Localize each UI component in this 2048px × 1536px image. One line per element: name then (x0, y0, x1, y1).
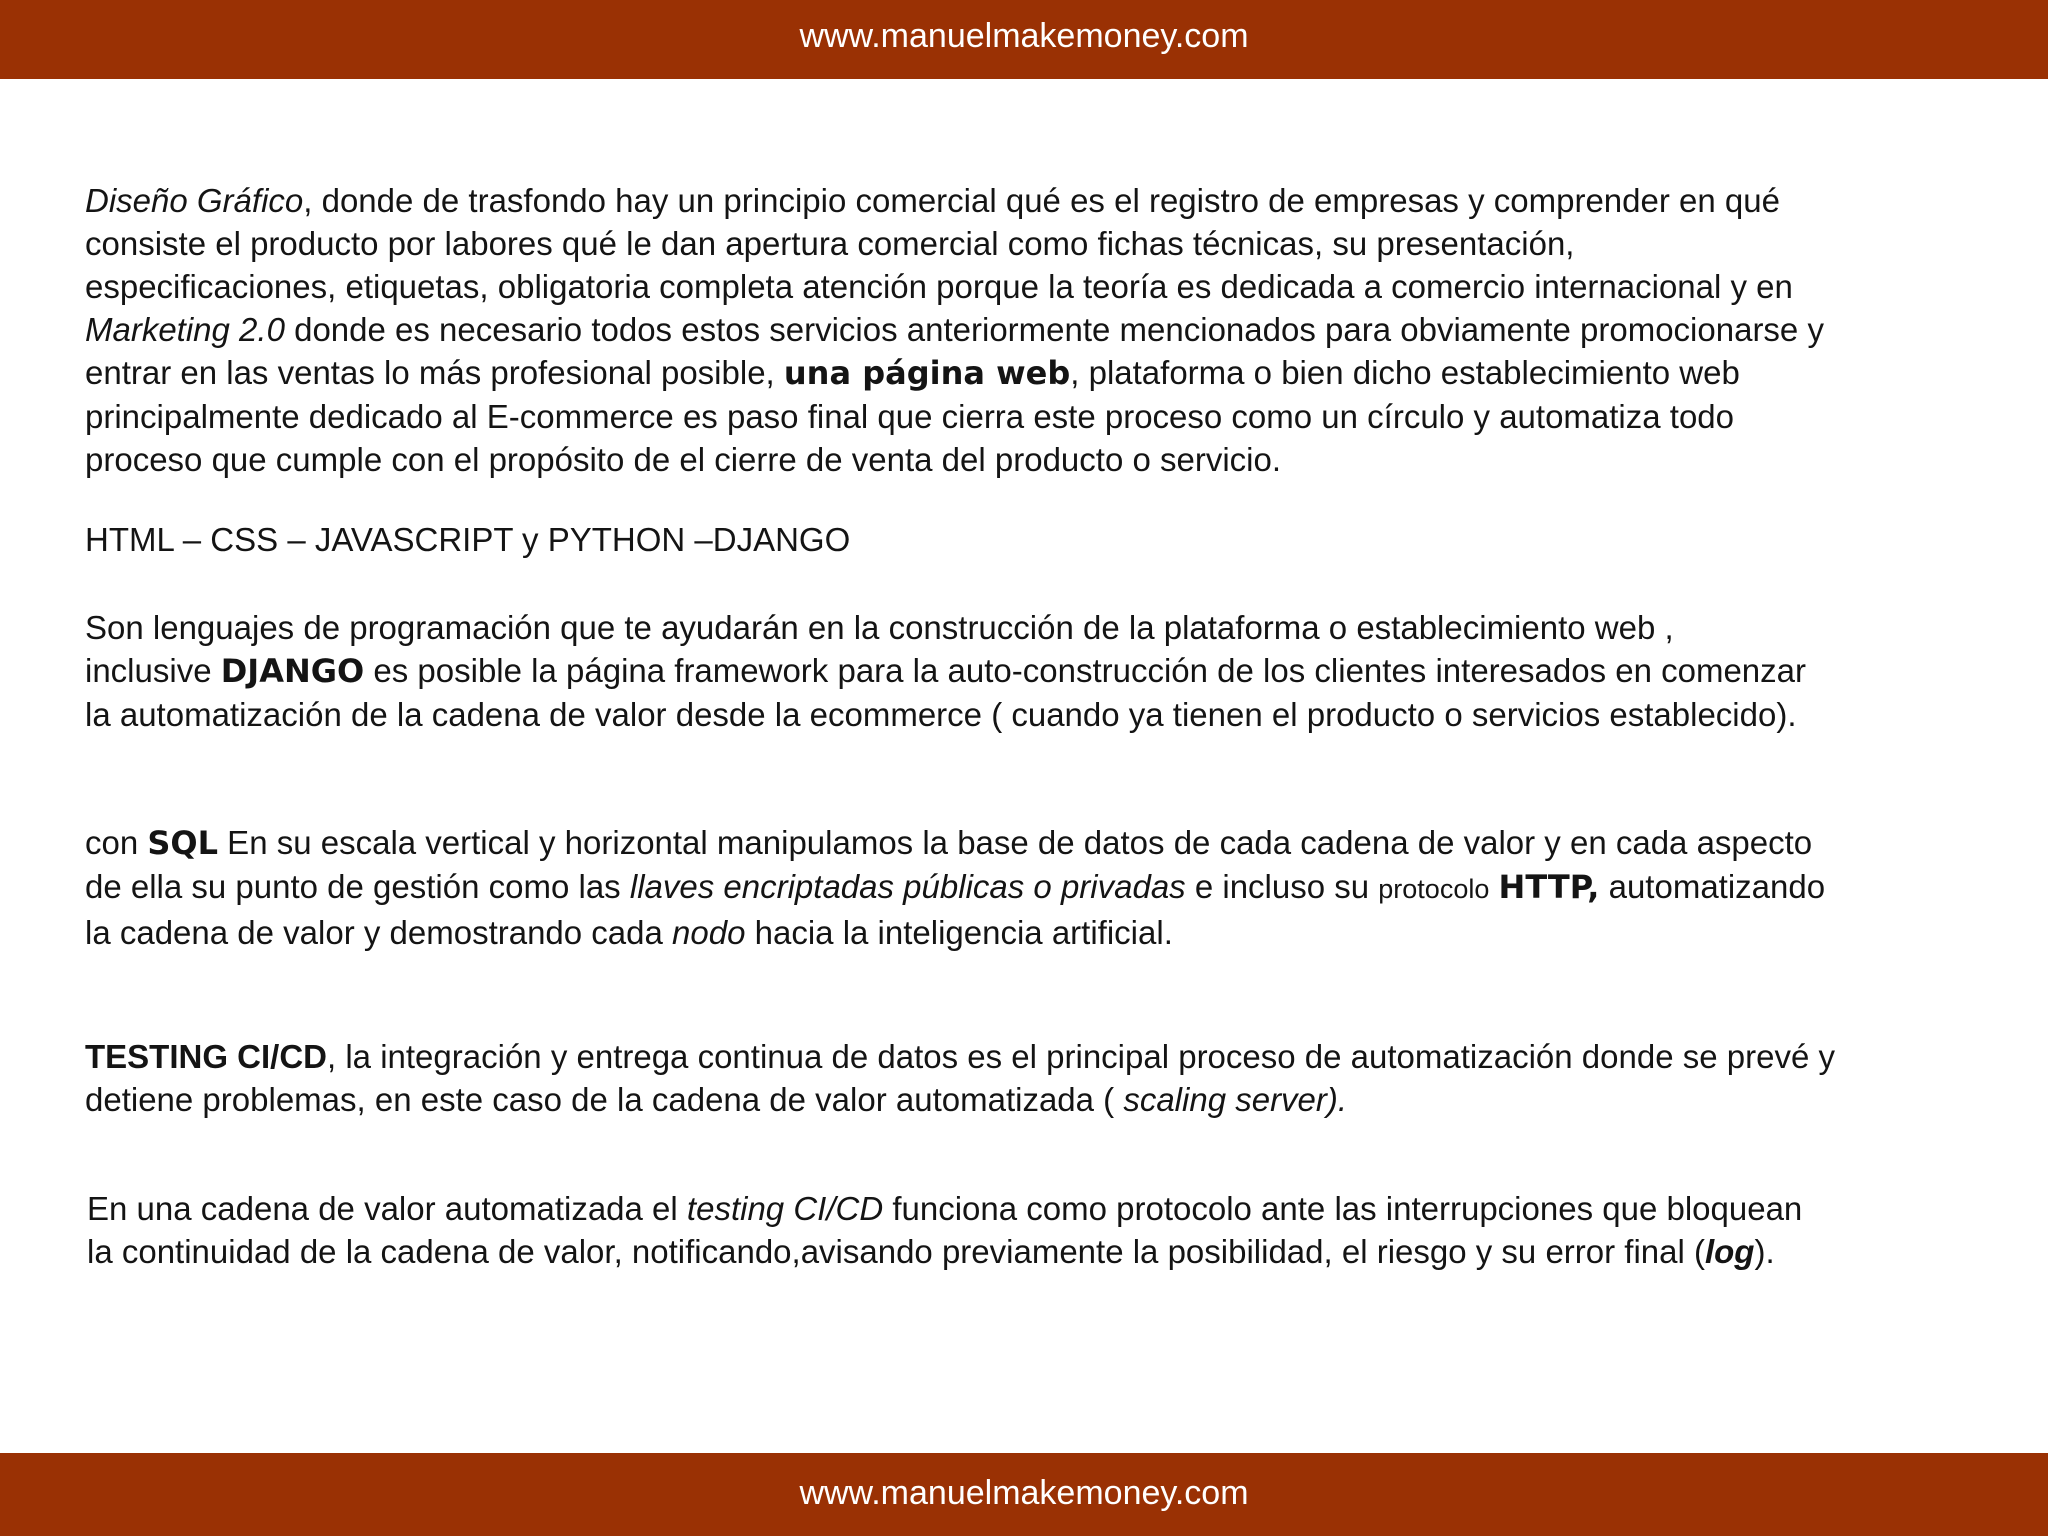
paragraph-line: consiste el producto por labores qué le dan apertura comercial como fichas técnicas, su presentación, (85, 225, 1575, 262)
paragraph-line (85, 1078, 2015, 1121)
italic-term: Marketing 2.0 (85, 311, 285, 348)
text-run: automatizando (1599, 868, 1826, 905)
text-run: hacia la inteligencia artificial. (745, 914, 1173, 951)
italic-term: Diseño Gráfico (85, 182, 304, 219)
paragraph-line: la automatización de la cadena de valor desde la ecommerce ( cuando ya tienen el producto o servicios establecido). (85, 696, 1797, 733)
bold-term: DJANGO (220, 652, 365, 690)
text-run: , donde de trasfondo hay un principio comercial qué es el registro de empresas y comprender en qué (303, 182, 1780, 219)
text-run: En una cadena de valor automatizada el (87, 1190, 687, 1227)
italic-term: llaves encriptadas públicas o privadas (629, 868, 1186, 905)
paragraph-cicd (87, 1187, 2017, 1273)
text-run: , plataforma o bien dicho establecimiento web (1070, 354, 1740, 391)
bottom-banner (0, 1453, 2048, 1536)
text-run (1489, 868, 1498, 905)
text-run: entrar en las ventas lo más profesional posible, (85, 354, 784, 391)
small-text: protocolo (1378, 874, 1490, 904)
paragraph-line (85, 308, 2015, 351)
paragraph-line: especificaciones, etiquetas, obligatoria completa atención porque la teoría es dedicada a comercio internacional y en (85, 268, 1793, 305)
paragraph-line: principalmente dedicado al E-commerce es paso final que cierra este proceso como un círculo y automatiza todo (85, 398, 1735, 435)
italic-term: scaling server). (1123, 1081, 1348, 1118)
paragraph-line (85, 865, 2015, 911)
italic-term: testing CI/CD (686, 1190, 884, 1227)
bold-term: SQL (147, 824, 219, 862)
text-run: , la integración y entrega continua de datos es el principal proceso de automatización donde se prevé y (327, 1038, 1835, 1075)
paragraph-line (85, 821, 2015, 865)
paragraph-line (87, 1230, 2017, 1273)
paragraph-line (85, 179, 2015, 222)
paragraph-sql (85, 821, 2015, 954)
site-url-footer: www.manuelmakemoney.com (799, 1474, 1249, 1512)
paragraph-design (85, 179, 2015, 481)
paragraph-testing (85, 1035, 2015, 1121)
paragraph-line (85, 351, 2015, 395)
text-run: e incluso su (1185, 868, 1379, 905)
text-run: funciona como protocolo ante las interrupciones que bloquean (883, 1190, 1803, 1227)
paragraph-line (85, 911, 2015, 954)
bold-term: HTTP, (1498, 868, 1600, 906)
top-banner (0, 0, 2048, 79)
paragraph-line: proceso que cumple con el propósito de el cierre de venta del producto o servicio. (85, 441, 1282, 478)
text-run: detiene problemas, en este caso de la cadena de valor automatizada ( (85, 1081, 1124, 1118)
languages-line (85, 518, 2015, 561)
paragraph-languages (85, 606, 2015, 736)
text-run: de ella su punto de gestión como las (85, 868, 630, 905)
text-run: donde es necesario todos estos servicios anteriormente mencionados para obviamente promocionarse y (284, 311, 1824, 348)
bold-term: TESTING CI/CD (85, 1038, 328, 1075)
bold-term: una página web (783, 354, 1071, 392)
text-run: ). (1754, 1233, 1775, 1270)
text-run: la cadena de valor y demostrando cada (85, 914, 673, 951)
text-run: En su escala vertical y horizontal manipulamos la base de datos de cada cadena de valor y en cada aspecto (218, 824, 1813, 861)
text-run: la continuidad de la cadena de valor, notificando,avisando previamente la posibilidad, el riesgo y su error final ( (87, 1233, 1705, 1270)
paragraph-line (87, 1187, 2017, 1230)
text-run: inclusive (85, 652, 221, 689)
text-run: es posible la página framework para la auto-construcción de los clientes interesados en comenzar (364, 652, 1807, 689)
paragraph-line (85, 649, 2015, 693)
paragraph-line: Son lenguajes de programación que te ayudarán en la construcción de la plataforma o establecimiento web , (85, 609, 1674, 646)
text-run: con (85, 824, 148, 861)
italic-term: nodo (672, 914, 746, 951)
languages-text: HTML – CSS – JAVASCRIPT y PYTHON –DJANGO (85, 521, 851, 558)
paragraph-line (85, 1035, 2015, 1078)
bold-italic-term: log (1704, 1233, 1755, 1270)
site-url-header: www.manuelmakemoney.com (799, 17, 1249, 55)
